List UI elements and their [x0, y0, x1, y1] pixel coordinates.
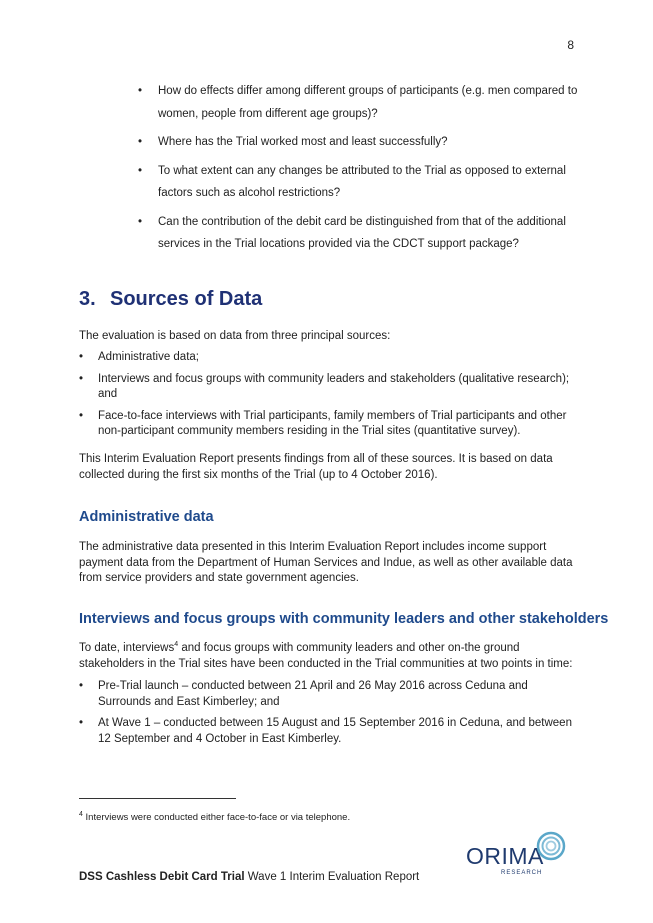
footnote-number: 4: [79, 810, 83, 818]
footer-title: DSS Cashless Debit Card Trial: [79, 871, 245, 883]
document-footer: [79, 871, 419, 883]
footnote-divider: [79, 798, 236, 799]
section-heading: [79, 288, 262, 311]
list-item: • To what extent can any changes be attributed to the Trial as opposed to external factors such as alcohol restrictions?: [138, 160, 578, 205]
list-item: • Pre-Trial launch – conducted between 21 April and 26 May 2016 across Ceduna and Surrounds and East Kimberley; and: [79, 679, 579, 710]
footnote: [79, 812, 350, 823]
data-sources-list: [79, 350, 579, 446]
section-intro: The evaluation is based on data from three principal sources:: [79, 330, 391, 342]
list-item: • Can the contribution of the debit card be distinguished from that of the additional services in the Trial locations provided via the CDCT support package?: [138, 211, 578, 256]
orima-logo: [466, 831, 576, 879]
interviews-body: [79, 641, 579, 672]
logo-rings-icon: [536, 831, 566, 861]
interview-rounds-list: [79, 679, 579, 753]
logo-subtitle: RESEARCH: [501, 870, 543, 876]
page-number: 8: [567, 38, 574, 52]
admin-data-body: The administrative data presented in this Interim Evaluation Report includes income support payment data from the Department of Human Services and Indue, as well as other available data from service providers and state government agencies.: [79, 541, 573, 584]
list-item: • Face-to-face interviews with Trial participants, family members of Trial participants and other non-participant community members residing in the Trial sites (quantitative survey).: [79, 409, 579, 440]
admin-data-heading: Administrative data: [79, 509, 214, 525]
list-item: • Interviews and focus groups with community leaders and stakeholders (qualitative research); and: [79, 372, 579, 403]
list-item: • At Wave 1 – conducted between 15 August and 15 September 2016 in Ceduna, and between 12 September and 4 October in East Kimberley.: [79, 716, 579, 747]
interviews-heading: Interviews and focus groups with community leaders and other stakeholders: [79, 611, 609, 627]
footnote-text: Interviews were conducted either face-to-face or via telephone.: [82, 812, 351, 823]
list-item: • How do effects differ among different groups of participants (e.g. men compared to women, people from different age groups)?: [138, 80, 578, 125]
footnote-reference[interactable]: 4: [174, 641, 179, 649]
footer-subtitle: Wave 1 Interim Evaluation Report: [244, 871, 420, 883]
section-summary: This Interim Evaluation Report presents findings from all of these sources. It is based on data collected during the first six months of the Trial (up to 4 October 2016).: [79, 453, 553, 481]
list-item: • Where has the Trial worked most and least successfully?: [138, 131, 578, 154]
logo-wordmark: ORIMA: [466, 843, 544, 869]
list-item: • Administrative data;: [79, 350, 579, 366]
interviews-body-end: and focus groups with community leaders and other on-the ground stakeholders in the Trial sites have been conducted in the Trial communities at two points in time:: [79, 642, 573, 670]
evaluation-questions-list: [138, 80, 578, 262]
section-title: Sources of Data: [110, 288, 263, 310]
interviews-body-start: To date, interviews: [79, 642, 175, 654]
section-number: 3.: [79, 288, 96, 310]
